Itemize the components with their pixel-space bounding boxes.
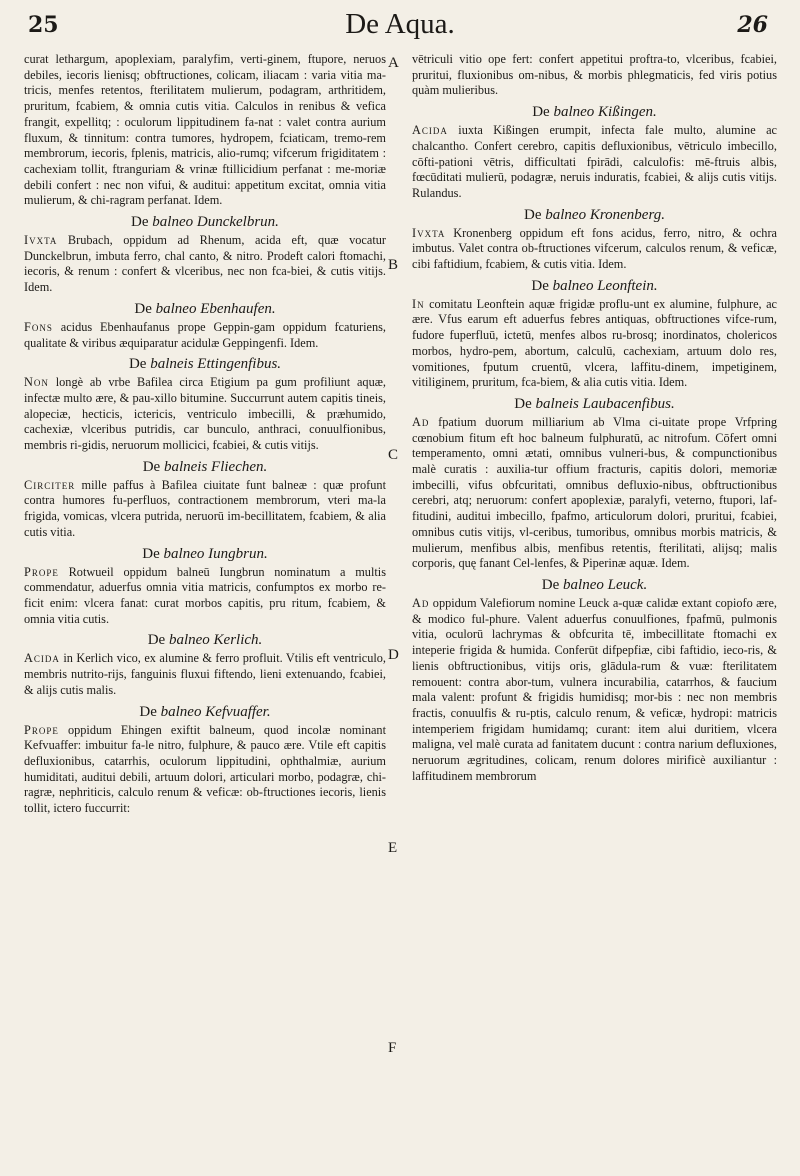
lead-word: In — [412, 296, 425, 311]
paragraph: Ivxta Brubach, oppidum ad Rhenum, acida eft, quæ vocatur Dunckelbrun, imbuta ferro, chal canto, & nitro. Prodeft calori ftomachi, iecoris, & renum : confert & vlceribus, nec non fca-biei, & cutis vitijs. Idem. — [24, 233, 386, 295]
running-header — [0, 6, 800, 46]
lead-word: Circiter — [24, 477, 76, 492]
lead-word: Fons — [24, 319, 53, 334]
section-marker-e: E — [388, 840, 398, 856]
paragraph: Prope Rotwueil oppidum balneū Iungbrun nominatum a multis commendatur, aduerfus omnia vitia matricis, confumptos ex morbo re-ficit enim: vlcera fanat: curat morbos capitis, pru ritum, fcabiem, & omnia vitia cutis. — [24, 564, 386, 626]
lead-word: Non — [24, 375, 49, 390]
section-marker-c: C — [388, 447, 399, 463]
section-heading: De balneo Ebenhaufen. — [134, 300, 276, 317]
section-heading: De balneis Ettingenfibus. — [128, 356, 282, 373]
paragraph: Acida iuxta Kißingen erumpit, infecta fale multo, alumine ac chalcantho. Confert cerebro, capitis defluxionibus, vētriculo imbecillo, cōfti-pationi vētris, difficultati fpirādi, calculofis: mē-ftruis albis, fœcūditati mulierū, podagræ, neruis induratis, fcabiei, & alijs cutis vitijs. Rulandus. — [412, 123, 777, 200]
lead-word: Ivxta — [412, 225, 446, 240]
lead-word: Ad — [412, 414, 430, 429]
lead-word: Prope — [24, 722, 59, 737]
section-heading: De balneo Kronenberg. — [524, 206, 665, 223]
section-heading: De balneo Dunckelbrun. — [131, 214, 279, 231]
paragraph: Non longè ab vrbe Bafilea circa Etigium pa gum profiliunt aquæ, infectæ multo ære, & pau-xillo bitumine. Succurrunt autem capitis tineis, alopeciæ, hecticis, ictericis, ventriculo imbecilli, & præhumido, cachexiæ, vlceribus putridis, car bunculo, anthraci, conuulfionibus, membris ri-gidis, neruorum mollicici, fcabiei, & cutis vitijs. — [24, 375, 386, 453]
page-number-left: 25 — [28, 12, 59, 38]
section-heading: De balneis Fliechen. — [142, 458, 268, 475]
paragraph: Prope oppidum Ehingen exiftit balneum, quod incolæ nominant Kefvuaffer: imbuitur fa-le nitro, fulphure, & pauco ære. Vtile eft capitis defluxionibus, catarrhis, oculorum lippitudini, ophthalmiæ, aurium humiditati, auditui debili, artuum dolori, articulari morbo, podagræ, chi-ragræ, nephriticis, calculo renum & veficæ: ob-ftructiones iecoris, lienis tollit, ictero fuccurrit: — [24, 722, 386, 816]
section-marker-a: A — [388, 55, 399, 71]
section-heading: De balneo Iungbrun. — [142, 545, 268, 562]
section-heading: De balneis Laubacenfibus. — [514, 395, 675, 412]
section-marker-b: B — [388, 257, 399, 273]
paragraph: In comitatu Leonftein aquæ frigidæ proflu-unt ex alumine, fulphure, ac ære. Vfus earum eft aduerfus febres antiquas, obftructiones vifce-rum, fudore fuperfluū, ictetū, menfes albos ru-brosq; inordinatos, cholericos morbos, hydro-pem, abortum, calculū, cachexiam, artuum dolo res, vomitiones, fputum cruentū, vlcera, laffitu-dinem, impetiginem, vitiliginem, pruritum, fca-biem, & alia cutis vitia. Idem. — [412, 296, 777, 390]
paragraph: Circiter mille paffus à Bafilea ciuitate funt balneæ : quæ profunt contra humores fu-perfluos, contractionem membrorum, vteri ma-la frigida, vomicas, vlcera putrida, neruorū im-becillitatem, fcabiem, & alia cutis vitia. — [24, 477, 386, 539]
section-heading: De balneo Leonftein. — [531, 277, 658, 294]
lead-word: Ivxta — [24, 233, 58, 248]
paragraph: curat lethargum, apoplexiam, paralyfim, verti-ginem, ftupore, neruos debiles, iecoris lienisq; obftructiones, colicam, iliacam : varia vitia ma-tricis, menfes retentos, fterilitatem mulierum, podagram, arthritidem, pruritum, fcabiem, & omnia cutis vitia. Calculos in renibus & vefica frangit, expellitq; : oculorum lippitudinem fa-nat : valet contra aurium fluxum, & tinnitum: contra tumores, hydropem, fciaticam, tremo-rem membrorum, iecoris, fplenis, matricis, alio-rumq; vifcerum frigiditatem : cachexiam tollit, ftranguriam & vrinæ ftillicidium perfanat : me-moriæ debili confert : nec non vifui, & auditui: appetitum excitat, omnia vitia mulierum, & chi-ragram perfanat. Idem. — [24, 52, 386, 208]
left-column — [24, 52, 386, 1162]
section-heading: De balneo Kißingen. — [532, 104, 657, 121]
paragraph: Ad fpatium duorum milliarium ab Vlma ci-uitate prope Vrfpring cœnobium fitum eft hoc balneum fulphuratū, ac nitrofum. Cōfert omni temperamento, omni ætati, omnibus vulneri-bus, & compunctionibus malè curatis : auxilia-tur offium fracturis, capitis dolori, memoriæ imbecilli, vifus obfcuritati, omnibus defluxio-nibus, obftructionibus cerebri, atq; neruorum: confert apoplexiæ, paralyfi, veterno, ftupori, laf-fitudini, auditui imbecillo, fpafmo, articulorum dolori, pruritui, fcabiei, omnibus cutis vitijs, vl-ceribus, tumoribus, omnibus morbis matricis, & mulierum, menfibus albis, menfibus retentis, fterilitati, alijsq; malis corporis, quę fanant Cel-lenfes, & Piperinæ aquæ. Idem. — [412, 414, 777, 571]
section-marker-f: F — [388, 1040, 397, 1056]
paragraph: Ivxta Kronenberg oppidum eft fons acidus, ferro, nitro, & ochra imbutus. Valet contra ob-ftructiones vifcerum, calculos renum, & veficæ, cibi faftidium, fcabiem, & cutis vitia. Idem. — [412, 225, 777, 272]
right-column — [412, 52, 777, 1162]
paragraph: Acida in Kerlich vico, ex alumine & ferro profluit. Vtilis eft ventriculo, membris nutrito-rijs, fanguinis fluxui fiftendo, lieni extenuando, fcabiei, & alijs cutis malis. — [24, 651, 386, 697]
running-title: De Aqua. — [345, 8, 455, 40]
section-heading: De balneo Leuck. — [541, 576, 648, 593]
paragraph: vētriculi vitio ope fert: confert appetitui proftra-to, vlceribus, fcabiei, pruritui, fluxionibus om-nibus, & morbis phlegmaticis, fed viris potius quàm mulieribus. — [412, 52, 777, 98]
lead-word: Ad — [412, 595, 430, 610]
lead-word: Acida — [412, 123, 448, 138]
section-marker-d: D — [388, 647, 399, 663]
section-heading: De balneo Kerlich. — [147, 632, 263, 649]
paragraph: Fons acidus Ebenhaufanus prope Geppin-gam oppidum fcaturiens, qualitate & viribus æquiparatur acidulæ Geppingenfi. Idem. — [24, 319, 386, 350]
page-number-right: 26 — [737, 12, 768, 38]
lead-word: Prope — [24, 564, 59, 579]
section-heading: De balneo Kefvuaffer. — [139, 703, 271, 720]
paragraph: Ad oppidum Valefiorum nomine Leuck a-quæ calidæ extant copiofo ære, & modico ful-phure. Valent aduerfus conuulfiones, fpafmū, pulmonis vitia, oculorū lachrymas & obfcurita tē, imbecillitate ftomachi ex inteperie frigida & humida. Conferūt difpepfiæ, cibi faftidio, ieco-ris, & lienis obftructionibus, vitijs oris, glādula-rum & vuæ: fterilitatem remouent: contra abor-tum, vulnera incurabilia, catarrhos, & faucium mala valent: profunt & frigidis humidisq; mor-bis : nec non membris fractis, conuulfis & ru-ptis, calculo renum, & veficæ, hydropi: matricis intemperiem frigidam humidamq; curant: item alui duritiem, vlcera maligna, vel malè curata ad fanitatem ducunt : contra narium defluxiones, neruorum ægritudines, colicam, renum dolores mirificè auxiliantur : laffitudinem membrorum — [412, 595, 777, 783]
lead-word: Acida — [24, 651, 60, 666]
